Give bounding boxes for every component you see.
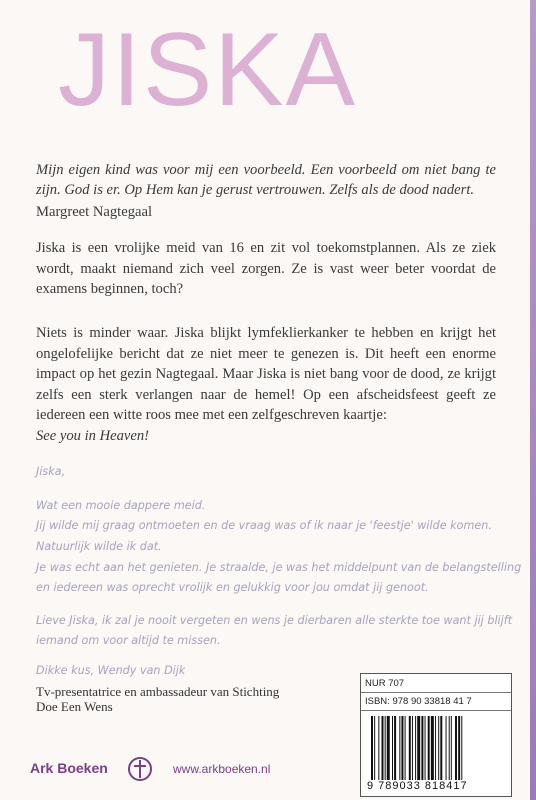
barcode-bar: [371, 716, 373, 780]
blurb-paragraph-1: Jiska is een vrolijke meid van 16 en zit vol toekomstplannen. Als ze ziek wordt, maakt niemand zich veel zorgen. Ze is vast weer beter voordat de examens beginnen, toch?: [36, 240, 496, 297]
barcode-bar: [401, 716, 403, 780]
barcode-bar: [405, 716, 406, 780]
handwritten-signoff: Dikke kus, Wendy van Dijk: [36, 664, 186, 677]
barcode-bar: [421, 716, 423, 780]
publisher-logo-text: Ark Boeken: [30, 760, 108, 776]
barcode-bar: [387, 716, 390, 780]
isbn-divider: [361, 692, 511, 693]
barcode-bar: [431, 716, 434, 780]
barcode-bar: [438, 716, 439, 780]
barcode-bar: [417, 716, 420, 780]
nur-code: NUR 707: [365, 678, 405, 689]
blurb-paragraph-2: [36, 323, 496, 446]
barcode-bar: [461, 716, 462, 780]
handwritten-line: Natuurlijk wilde ik dat.: [36, 540, 162, 553]
handwritten-line: Lieve Jiska, ik zal je nooit vergeten en wens je dierbaren alle sterkte toe want jij blijft: [36, 614, 513, 627]
handwritten-line: Jij wilde mij graag ontmoeten en de vraag was of ik naar je 'feestje' wilde komen.: [36, 519, 492, 532]
barcode-bar: [374, 716, 375, 780]
barcode-digits: 9 789033 818417: [367, 780, 468, 792]
barcode-bar: [428, 716, 430, 780]
isbn-box: [360, 673, 512, 797]
barcode-bar: [435, 716, 436, 780]
barcode-bar: [385, 716, 386, 780]
barcode-bar: [399, 716, 400, 780]
barcode-bar: [440, 716, 442, 780]
book-title: JISKA: [58, 12, 357, 128]
barcode-bar: [415, 716, 416, 780]
signatory-title: Tv-presentatrice en ambassadeur van Stichting Doe Een Wens: [36, 684, 280, 714]
handwritten-greeting: Jiska,: [36, 465, 66, 478]
handwritten-line: Je was echt aan het genieten. Je straalde, je was het middelpunt van de belangstelling: [36, 561, 522, 574]
barcode-bar: [412, 716, 413, 780]
barcode-bar: [458, 716, 460, 780]
barcode-bar: [451, 716, 452, 780]
barcode-image: [369, 716, 503, 780]
back-quote: Mijn eigen kind was voor mij een voorbeeld. Een voorbeeld om niet bang te zijn. God is er. Op Hem kan je gerust vertrouwen. Zelfs als de dood nadert.: [36, 162, 496, 198]
blurb-paragraph-2-text: Niets is minder waar. Jiska blijkt lymfeklierkanker te hebben en krijgt het ongelofelijke bericht dat ze niet meer te genezen is. Dit heeft een enorme impact op het gezin Nagtegaal. Maar Jiska is niet bang voor de dood, ze krijgt zelfs een sterk verlangen naar de hemel! Op een afscheidsfeest geeft ze iedereen een witte roos mee met een zelfgeschreven kaartje:: [36, 325, 496, 423]
barcode-bar: [449, 716, 450, 780]
publisher-website-link[interactable]: www.arkboeken.nl: [173, 762, 271, 776]
blurb-closing-line: See you in Heaven!: [36, 427, 150, 444]
barcode-bar: [455, 716, 457, 780]
isbn-divider: [361, 710, 511, 711]
barcode-bar: [394, 716, 396, 780]
quote-author: Margreet Nagtegaal: [36, 204, 153, 220]
barcode-bar: [392, 716, 393, 780]
spine-edge-strip: [530, 0, 536, 800]
isbn-number: ISBN: 978 90 33818 41 7: [365, 696, 472, 707]
handwritten-line: en iedereen was oprecht vrolijk en gelukkig voor jou omdat jij genoot.: [36, 581, 429, 594]
barcode-bar: [446, 716, 447, 780]
barcode-bar: [425, 716, 426, 780]
barcode-bar: [409, 716, 411, 780]
barcode-bar: [378, 716, 379, 780]
handwritten-line: Wat een mooie dappere meid.: [36, 499, 206, 512]
handwritten-line: iemand om voor altijd te missen.: [36, 634, 221, 647]
barcode-bar: [382, 716, 384, 780]
publisher-logo-icon: [127, 756, 153, 782]
